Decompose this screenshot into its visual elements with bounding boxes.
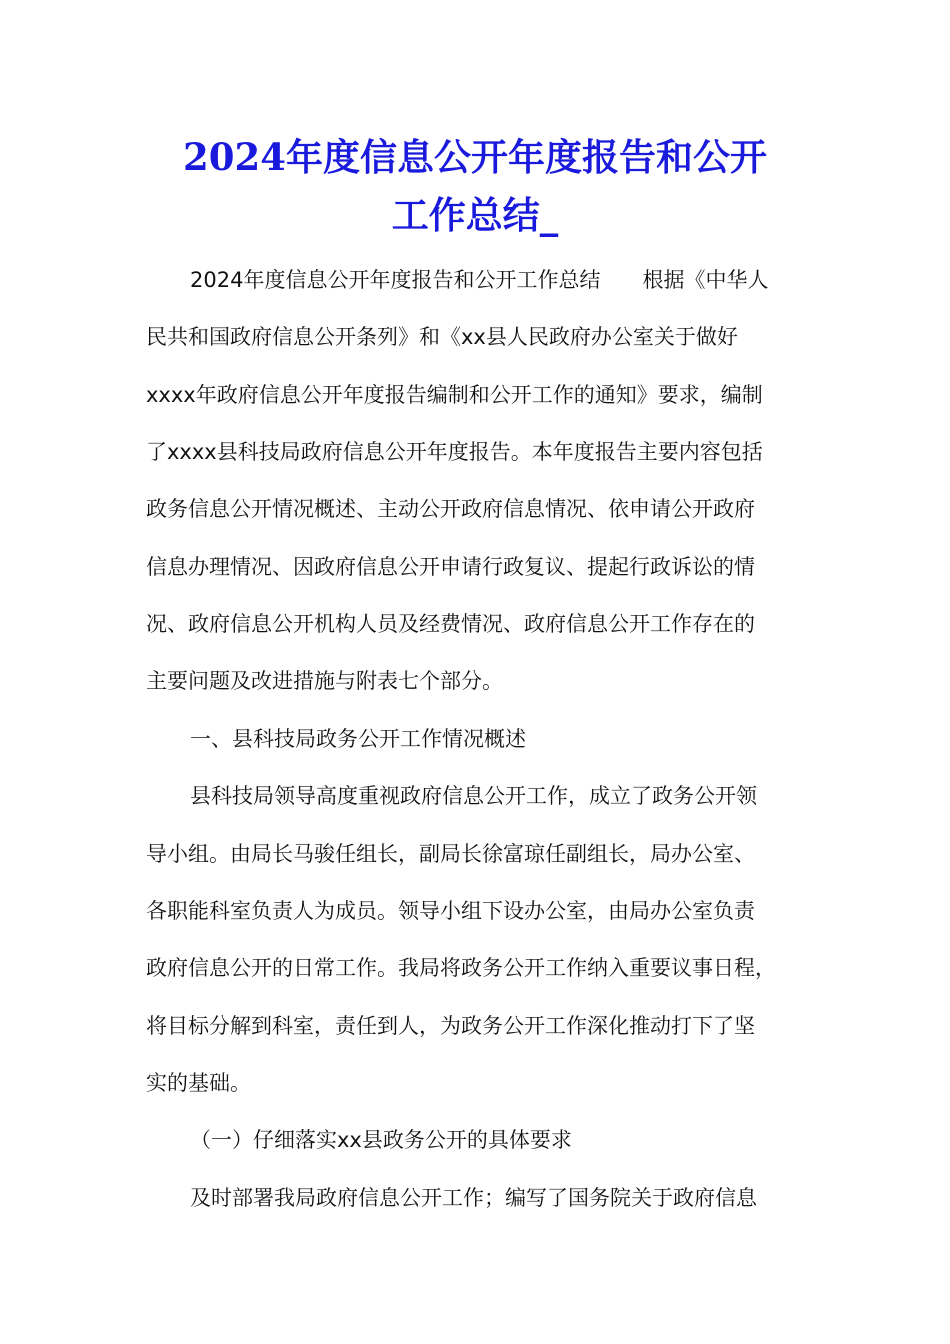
paragraph-line: 了xxxx县科技局政府信息公开年度报告。本年度报告主要内容包括: [146, 440, 763, 464]
paragraph-line: 一、县科技局政务公开工作情况概述: [190, 727, 526, 751]
paragraph-line: 导小组。由局长马骏任组长，副局长徐富琼任副组长，局办公室、: [146, 842, 755, 866]
paragraph-line: 民共和国政府信息公开条列》和《xx县人民政府办公室关于做好: [146, 325, 738, 349]
document-title: [100, 128, 850, 244]
paragraph-line: xxxx年政府信息公开年度报告编制和公开工作的通知》要求，编制: [146, 383, 763, 407]
paragraph-line: 将目标分解到科室，责任到人，为政务公开工作深化推动打下了坚: [146, 1014, 755, 1038]
paragraph-line: 况、政府信息公开机构人员及经费情况、政府信息公开工作存在的: [146, 612, 755, 636]
paragraph-line: 2024年度信息公开年度报告和公开工作总结 根据《中华人: [190, 268, 769, 292]
paragraph-line: 主要问题及改进措施与附表七个部分。: [146, 669, 503, 693]
paragraph-line: （一）仔细落实xx县政务公开的具体要求: [190, 1128, 572, 1152]
paragraph-line: 政府信息公开的日常工作。我局将政务公开工作纳入重要议事日程，: [146, 956, 776, 980]
paragraph-line: 县科技局领导高度重视政府信息公开工作，成立了政务公开领: [190, 784, 757, 808]
title-line-2: 工作总结_: [391, 193, 559, 237]
paragraph-line: 及时部署我局政府信息公开工作；编写了国务院关于政府信息: [190, 1186, 757, 1210]
paragraph-line: 信息办理情况、因政府信息公开申请行政复议、提起行政诉讼的情: [146, 555, 755, 579]
paragraph-line: 各职能科室负责人为成员。领导小组下设办公室，由局办公室负责: [146, 899, 755, 923]
paragraph-line: 实的基础。: [146, 1071, 251, 1095]
paragraph-line: 政务信息公开情况概述、主动公开政府信息情况、依申请公开政府: [146, 497, 755, 521]
title-line-1: 2024年度信息公开年度报告和公开: [183, 135, 767, 179]
